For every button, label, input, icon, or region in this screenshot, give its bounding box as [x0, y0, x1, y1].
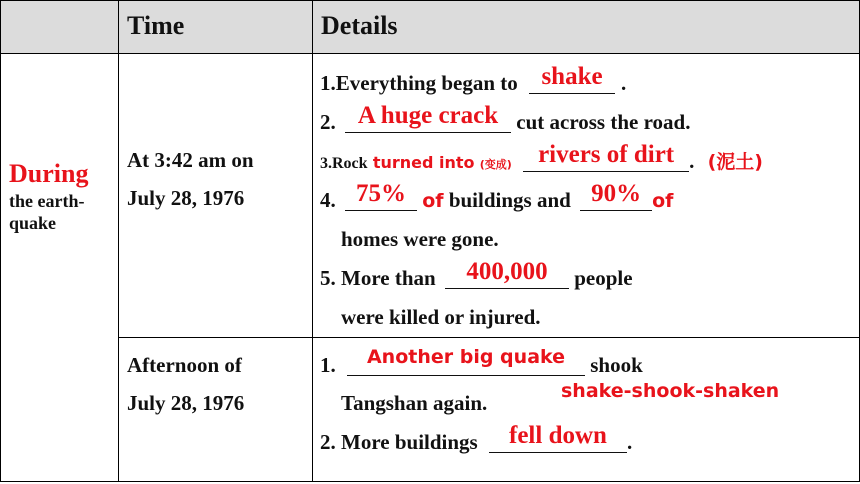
- during-cell: [1, 54, 119, 482]
- time2-line1: Afternoon of: [127, 353, 242, 377]
- detail-item-2: 2. A huge crack cut across the road.: [320, 102, 691, 134]
- detail-item-1: 1.Everything began to shake .: [320, 63, 627, 95]
- during-line1: the earth-: [9, 191, 85, 211]
- detail-item-4: 4. 75% of buildings and 90% of: [320, 180, 674, 212]
- header-empty-cell: [1, 1, 119, 54]
- row-during-1: [1, 54, 860, 338]
- detail2-item-2: 2. More buildings fell down .: [320, 422, 633, 454]
- chinese-bianchen: (变成): [479, 158, 512, 171]
- answer-fell-down: fell down: [509, 422, 607, 449]
- chinese-nitu: (泥土): [707, 151, 763, 173]
- detail2-item-1: 1. Another big quake shook: [320, 346, 643, 377]
- detail-item-3: 3.Rock turned into (变成) rivers of dirt . (泥土): [320, 141, 763, 173]
- time1-line1: At 3:42 am on: [127, 148, 254, 172]
- row-during-2: [1, 338, 860, 482]
- during-title: During: [9, 159, 89, 188]
- answer-shake: shake: [541, 63, 603, 90]
- time-cell-1: [119, 54, 313, 338]
- time-cell-2: [119, 338, 313, 482]
- of-red-2: of: [652, 190, 674, 212]
- of-red-1: of: [422, 190, 444, 212]
- detail-item-4-cont: homes were gone.: [341, 227, 499, 251]
- details-cell-2: [313, 338, 860, 482]
- answer-90-percent: 90%: [591, 180, 642, 207]
- detail2-item-1-cont: Tangshan again.: [341, 391, 488, 415]
- answer-400000: 400,000: [466, 258, 548, 285]
- header-time: Time: [127, 11, 185, 40]
- header-row: [1, 1, 860, 54]
- detail-item-5: 5. More than 400,000 people: [320, 258, 633, 290]
- time1-line2: July 28, 1976: [127, 186, 245, 210]
- turned-into-label: turned into: [372, 153, 475, 172]
- verb-forms-note: shake-shook-shaken: [561, 380, 780, 402]
- detail-item-5-cont: were killed or injured.: [341, 305, 541, 329]
- answer-another-big-quake: Another big quake: [366, 346, 566, 368]
- header-time-cell: [119, 1, 313, 54]
- details-cell-1: [313, 54, 860, 338]
- answer-rivers-of-dirt: rivers of dirt: [538, 141, 675, 168]
- header-details-cell: [313, 1, 860, 54]
- header-details: Details: [321, 11, 398, 40]
- during-line2: quake: [9, 213, 57, 233]
- answer-huge-crack: A huge crack: [357, 102, 499, 129]
- time2-line2: July 28, 1976: [127, 391, 245, 415]
- answer-75-percent: 75%: [356, 180, 406, 207]
